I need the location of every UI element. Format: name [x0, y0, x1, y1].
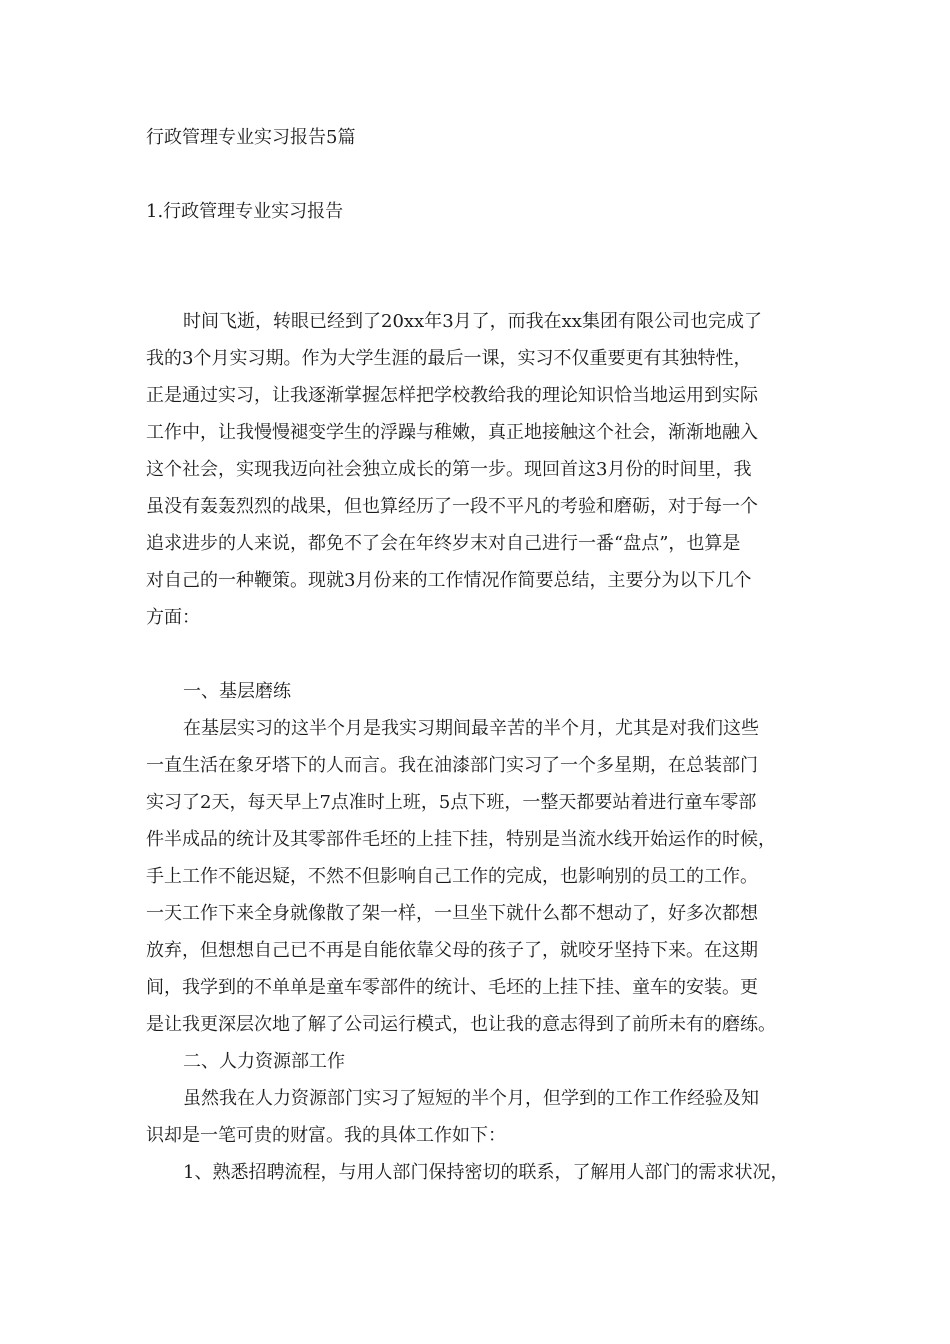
paragraph-line: 手上工作不能迟疑，不然不但影响自己工作的完成，也影响别的员工的工作。 — [146, 866, 758, 887]
paragraph-line: 件半成品的统计及其零部件毛坯的上挂下挂，特别是当流水线开始运作的时候， — [146, 829, 776, 850]
subsection-heading: 二、人力资源部工作 — [183, 1051, 345, 1072]
document-title: 行政管理专业实习报告5篇 — [146, 127, 356, 148]
paragraph-line: 时间飞逝，转眼已经到了20xx年3月了，而我在xx集团有限公司也完成了 — [183, 311, 762, 332]
paragraph-line: 虽没有轰轰烈烈的战果，但也算经历了一段不平凡的考验和磨砺，对于每一个 — [146, 496, 758, 517]
paragraph-line: 方面： — [146, 607, 200, 628]
subsection-heading: 一、基层磨练 — [183, 681, 291, 702]
paragraph-line: 放弃，但想想自己已不再是自能依靠父母的孩子了，就咬牙坚持下来。在这期 — [146, 940, 758, 961]
paragraph-line: 追求进步的人来说，都免不了会在年终岁末对自己进行一番“盘点”，也算是 — [146, 533, 741, 554]
paragraph-line: 对自己的一种鞭策。现就3月份来的工作情况作简要总结，主要分为以下几个 — [146, 570, 752, 591]
paragraph-line: 识却是一笔可贵的财富。我的具体工作如下： — [146, 1125, 506, 1146]
paragraph-line: 正是通过实习，让我逐渐掌握怎样把学校教给我的理论知识恰当地运用到实际 — [146, 385, 758, 406]
paragraph-line: 这个社会，实现我迈向社会独立成长的第一步。现回首这3月份的时间里，我 — [146, 459, 752, 480]
paragraph-line: 1、熟悉招聘流程，与用人部门保持密切的联系，了解用人部门的需求状况， — [183, 1162, 789, 1183]
paragraph-line: 虽然我在人力资源部门实习了短短的半个月，但学到的工作工作经验及知 — [183, 1088, 759, 1109]
paragraph-line: 间，我学到的不单单是童车零部件的统计、毛坯的上挂下挂、童车的安装。更 — [146, 977, 758, 998]
section-heading: 1.行政管理专业实习报告 — [146, 201, 344, 222]
paragraph-line: 实习了2天，每天早上7点准时上班，5点下班，一整天都要站着进行童车零部 — [146, 792, 757, 813]
paragraph-line: 是让我更深层次地了解了公司运行模式，也让我的意志得到了前所未有的磨练。 — [146, 1014, 776, 1035]
paragraph-line: 一天工作下来全身就像散了架一样，一旦坐下就什么都不想动了，好多次都想 — [146, 903, 758, 924]
paragraph-line: 在基层实习的这半个月是我实习期间最辛苦的半个月，尤其是对我们这些 — [183, 718, 759, 739]
paragraph-line: 我的3个月实习期。作为大学生涯的最后一课，实习不仅重要更有其独特性， — [146, 348, 752, 369]
paragraph-line: 一直生活在象牙塔下的人而言。我在油漆部门实习了一个多星期，在总装部门 — [146, 755, 758, 776]
paragraph-line: 工作中，让我慢慢褪变学生的浮躁与稚嫩，真正地接触这个社会，渐渐地融入 — [146, 422, 758, 443]
